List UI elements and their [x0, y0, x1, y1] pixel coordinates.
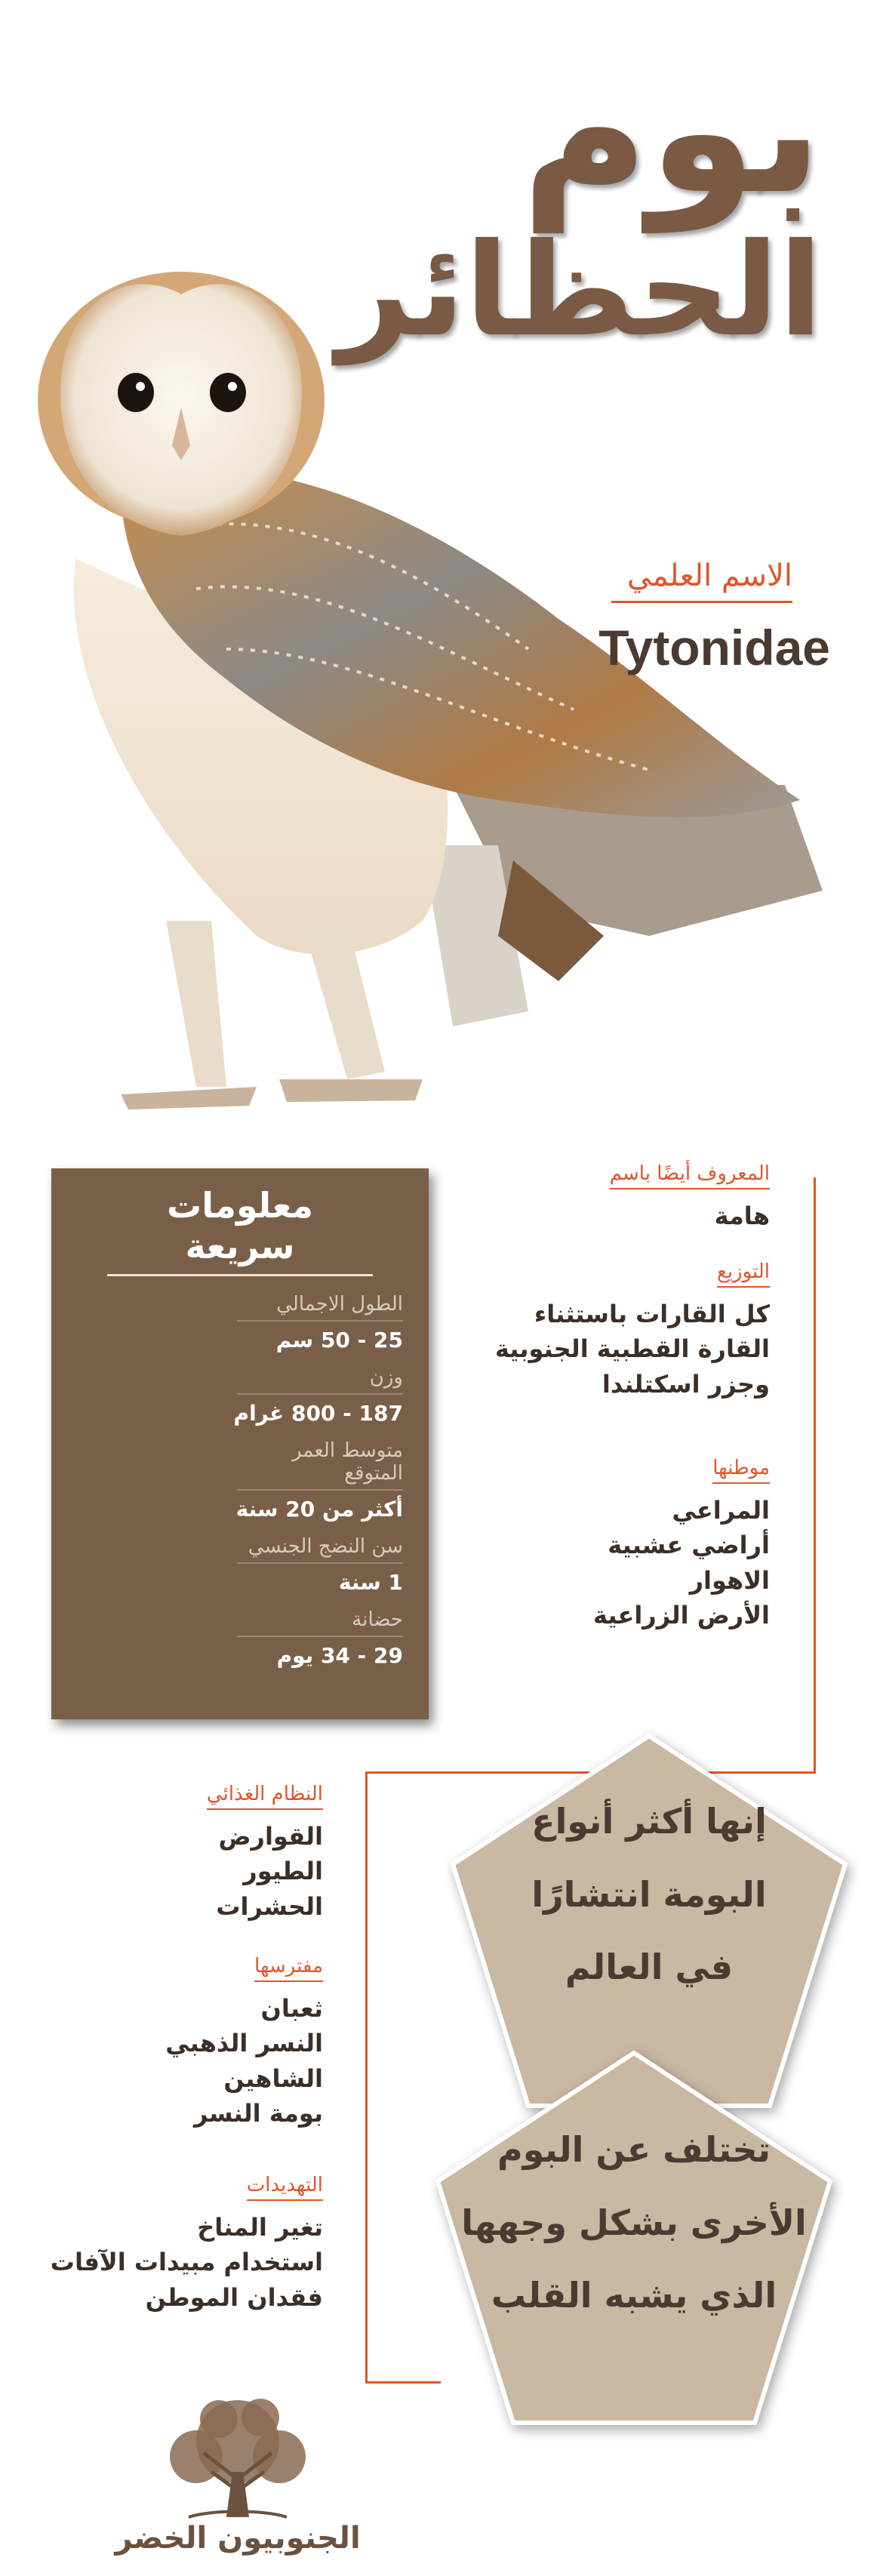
fact-value: 187 - 800 غرام — [233, 1401, 403, 1426]
fact-value: 25 - 50 سم — [275, 1328, 403, 1353]
fact-label: وزن — [237, 1366, 403, 1395]
info-value: تغير المناخ استخدام مبيدات الآفات فقدان الموطن — [50, 2213, 323, 2312]
info-distribution — [453, 1260, 770, 1402]
fact-value: أكثر من 20 سنة — [235, 1497, 403, 1522]
pentagon-text: تختلف عن البوم الأخرى بشكل وجهها الذي يشبه القلب — [461, 2129, 807, 2316]
fact-label: حضانة — [237, 1608, 403, 1637]
fact-value: 1 سنة — [338, 1570, 403, 1595]
title-line-1: بوم — [521, 31, 823, 232]
info-label: المعروف أيضًا باسم — [610, 1162, 770, 1190]
logo-text: الجنوبيون الخضر — [115, 2521, 361, 2556]
info-value: القوارض الطيور الحشرات — [216, 1822, 323, 1921]
quick-facts-heading: معلومات سريعة — [107, 1185, 373, 1276]
info-predators — [36, 1955, 323, 2131]
fact-lifespan — [77, 1439, 403, 1522]
divider-line — [814, 1177, 816, 1774]
fact-incubation — [77, 1608, 403, 1668]
scientific-name-value: Tytonidae — [598, 620, 830, 676]
barn-owl-illustration — [30, 257, 845, 1125]
info-label: موطنها — [712, 1457, 770, 1484]
fact-length — [77, 1293, 403, 1353]
info-threats — [36, 2174, 323, 2315]
info-value: هامة — [714, 1202, 770, 1230]
fact-pentagon — [423, 2038, 845, 2445]
info-label: النظام الغذائي — [207, 1783, 323, 1810]
info-habitat — [453, 1457, 770, 1633]
fact-label: سن النضج الجنسي — [237, 1535, 403, 1564]
info-label: مفترسها — [254, 1955, 323, 1982]
quick-facts-box — [51, 1168, 429, 1719]
scientific-name-label: الاسم العلمي — [611, 559, 792, 603]
info-aka — [453, 1162, 770, 1233]
title-line-2: الحظائر — [337, 216, 823, 365]
divider-line — [365, 1771, 368, 2383]
fact-label: الطول الاجمالي — [237, 1293, 403, 1322]
pentagon-text: إنها أكثر أنواع البومة انتشارًا في العالم — [531, 1801, 767, 1988]
info-value: المراعي أراضي عشبية الاهوار الأرض الزراعية — [592, 1496, 770, 1630]
info-diet — [36, 1783, 323, 1924]
fact-label: متوسط العمر المتوقع — [237, 1439, 403, 1491]
fact-weight — [77, 1366, 403, 1426]
info-value: كل القارات باستثناء القارة القطبية الجنوبية وجزر اسكتلندا — [495, 1300, 770, 1399]
info-label: التوزيع — [717, 1260, 770, 1288]
info-label: التهديدات — [247, 2174, 323, 2201]
info-value: ثعبان النسر الذهبي الشاهين بومة النسر — [165, 1994, 323, 2128]
fact-maturity — [77, 1535, 403, 1595]
fact-value: 29 - 34 يوم — [276, 1643, 403, 1668]
